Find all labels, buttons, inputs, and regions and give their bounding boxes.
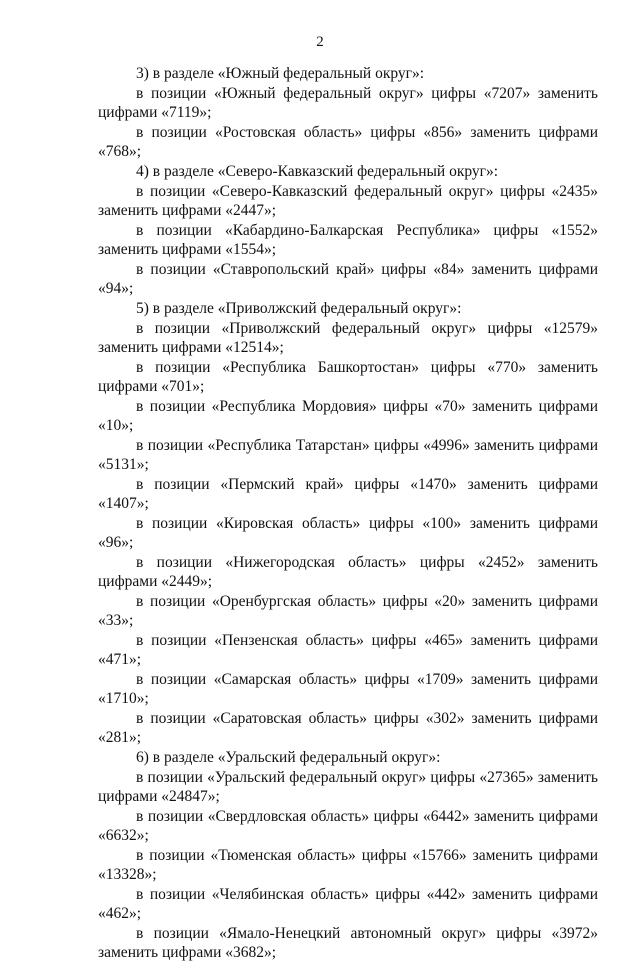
amendment-item: в позиции «Тюменская область» цифры «15766» заменить цифрами «13328»; bbox=[98, 847, 598, 883]
amendment-item: в позиции «Ростовская область» цифры «856» заменить цифрами «768»; bbox=[98, 124, 598, 160]
section-heading: 6) в разделе «Уральский федеральный округ»: bbox=[136, 749, 441, 766]
amendment-item: в позиции «Свердловская область» цифры «6442» заменить цифрами «6632»; bbox=[98, 808, 598, 844]
amendment-item: в позиции «Приволжский федеральный округ» цифры «12579» заменить цифрами «12514»; bbox=[98, 320, 598, 356]
amendment-item: в позиции «Республика Башкортостан» цифры «770» заменить цифрами «701»; bbox=[98, 359, 598, 395]
amendment-item: в позиции «Самарская область» цифры «1709» заменить цифрами «1710»; bbox=[98, 671, 598, 707]
amendment-item: в позиции «Кабардино-Балкарская Республика» цифры «1552» заменить цифрами «1554»; bbox=[98, 222, 598, 258]
section-heading: 4) в разделе «Северо-Кавказский федеральный округ»: bbox=[136, 163, 499, 180]
document-body bbox=[98, 64, 598, 962]
amendment-item: в позиции «Уральский федеральный округ» цифры «27365» заменить цифрами «24847»; bbox=[98, 769, 598, 805]
amendment-item: в позиции «Оренбургская область» цифры «20» заменить цифрами «33»; bbox=[98, 593, 598, 629]
amendment-item: в позиции «Ямало-Ненецкий автономный округ» цифры «3972» заменить цифрами «3682»; bbox=[98, 925, 598, 961]
section-heading: 3) в разделе «Южный федеральный округ»: bbox=[136, 65, 425, 82]
amendment-item: в позиции «Республика Татарстан» цифры «4996» заменить цифрами «5131»; bbox=[98, 437, 598, 473]
page-number: 2 bbox=[316, 34, 324, 50]
amendment-item: в позиции «Пермский край» цифры «1470» заменить цифрами «1407»; bbox=[98, 476, 598, 512]
amendment-item: в позиции «Кировская область» цифры «100» заменить цифрами «96»; bbox=[98, 515, 598, 551]
amendment-item: в позиции «Республика Мордовия» цифры «70» заменить цифрами «10»; bbox=[98, 398, 598, 434]
amendment-item: в позиции «Челябинская область» цифры «442» заменить цифрами «462»; bbox=[98, 886, 598, 922]
amendment-item: в позиции «Пензенская область» цифры «465» заменить цифрами «471»; bbox=[98, 632, 598, 668]
amendment-item: в позиции «Северо-Кавказский федеральный округ» цифры «2435» заменить цифрами «2447»; bbox=[98, 183, 598, 219]
section-heading: 5) в разделе «Приволжский федеральный округ»: bbox=[136, 300, 462, 317]
amendment-item: в позиции «Южный федеральный округ» цифры «7207» заменить цифрами «7119»; bbox=[98, 85, 598, 121]
amendment-item: в позиции «Нижегородская область» цифры «2452» заменить цифрами «2449»; bbox=[98, 554, 598, 590]
amendment-item: в позиции «Ставропольский край» цифры «84» заменить цифрами «94»; bbox=[98, 261, 598, 297]
amendment-item: в позиции «Саратовская область» цифры «302» заменить цифрами «281»; bbox=[98, 710, 598, 746]
